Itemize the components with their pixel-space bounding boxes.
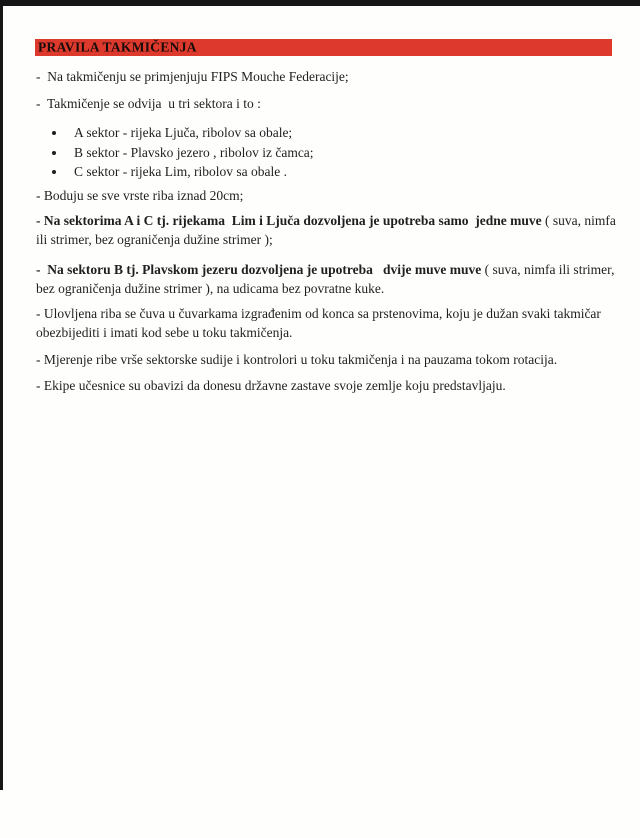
text-run: - Mjerenje ribe vrše sektorske sudije i kontrolori u toku takmičenja i na pauzama tokom rotacija. <box>36 351 558 367</box>
bullet-item: • A sektor - rijeka Ljuča, ribolov sa obale; <box>67 123 628 143</box>
bullet-list <box>36 123 628 182</box>
text-run: - Ulovljena riba se čuva u čuvarkama izgrađenim od konca sa prstenovima, koju je dužan svaki takmičar obezbijediti i imati kod sebe u toku takmičenja. <box>36 305 605 340</box>
text-run: ( suva, nimfa ili strimer, bez ograničenja dužine strimer ), na udicama bez povratne kuke. <box>36 261 618 296</box>
text-run: - Ekipe učesnice su obavizi da donesu državne zastave svoje zemlje koju predstavljaju. <box>36 377 506 393</box>
paragraph <box>36 186 628 205</box>
bold-text-run: - Na sektoru B tj. Plavskom jezeru dozvoljena je upotreba dvije muve muve <box>36 261 485 277</box>
document-title: PRAVILA TAKMIČENJA <box>38 39 197 54</box>
bold-text-run: - Na sektorima A i C tj. rijekama Lim i Ljuča dozvoljena je upotreba samo jedne muve <box>36 212 545 228</box>
title-bar <box>35 39 612 56</box>
scan-top-edge <box>0 0 640 6</box>
text-run: - Takmičenje se odvija u tri sektora i to : <box>36 96 261 111</box>
paragraph <box>36 350 628 369</box>
paragraph <box>36 376 628 395</box>
paragraph <box>36 304 628 342</box>
paragraph <box>36 67 628 86</box>
text-run: - Na takmičenju se primjenjuju FIPS Mouche Federacije; <box>36 69 349 84</box>
document-body <box>36 67 628 395</box>
paragraph <box>36 211 628 249</box>
bullet-item: • C sektor - rijeka Lim, ribolov sa obale . <box>67 162 628 182</box>
paragraph <box>36 260 628 298</box>
paragraph <box>36 94 628 113</box>
text-run: ( suva, nimfa ili strimer, bez ograničenja dužine strimer ); <box>36 212 620 247</box>
text-run: - Boduju se sve vrste riba iznad 20cm; <box>36 187 244 203</box>
bullet-item: • B sektor - Plavsko jezero , ribolov iz čamca; <box>67 143 628 163</box>
document-content <box>0 39 640 395</box>
